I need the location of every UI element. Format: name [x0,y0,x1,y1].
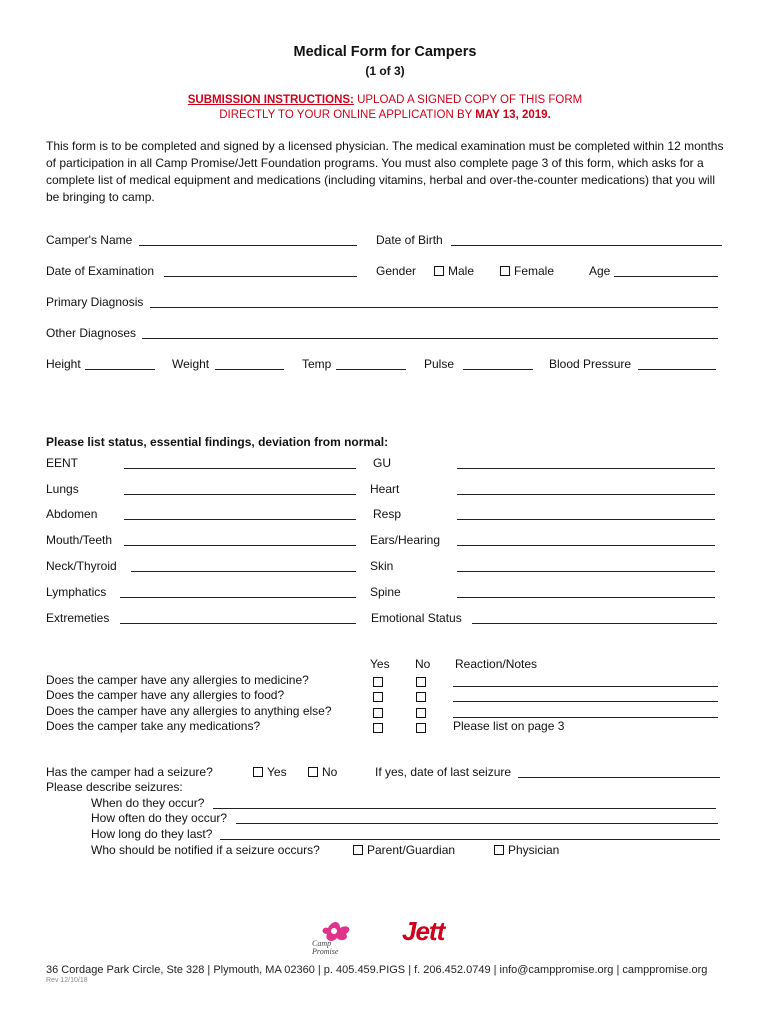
blood-pressure-label: Blood Pressure [549,357,632,371]
physician-checkbox[interactable] [494,845,504,855]
date-of-birth-label: Date of Birth [376,233,443,247]
allergy-no-header: No [415,657,431,671]
finding-label-ears-hearing: Ears/Hearing [370,533,441,547]
seizure-question: Has the camper had a seizure? [46,765,213,779]
how-long-label: How long do they last? [91,827,213,841]
notify-parent-option[interactable] [353,843,455,857]
weight-field[interactable] [215,369,284,370]
finding-field-abdomen[interactable] [124,519,356,520]
describe-seizures-label: Please describe seizures: [46,780,183,794]
height-label: Height [46,357,81,371]
jett-logo: Jett [402,916,445,946]
finding-field-heart[interactable] [457,494,715,495]
page-title: Medical Form for Campers [293,44,477,60]
allergy-food-yes-checkbox[interactable] [373,692,383,702]
temp-label: Temp [302,357,332,371]
finding-label-neck-thyroid: Neck/Thyroid [46,559,117,573]
finding-label-abdomen: Abdomen [46,507,98,521]
deadline-period: . [547,109,551,121]
gender-label: Gender [376,264,417,278]
deadline: MAY 13, 2019 [475,109,548,121]
instructions-text1: UPLOAD A SIGNED COPY OF THIS FORM [353,94,583,106]
allergy-yes-header: Yes [370,657,390,671]
finding-label-skin: Skin [370,559,394,573]
male-label: Male [448,264,475,278]
camp-promise-logo [310,918,358,962]
parent-guardian-label: Parent/Guardian [367,843,456,857]
finding-label-lymphatics: Lymphatics [46,585,107,599]
intro-paragraph: This form is to be completed and signed by a licensed physician. The medical examination must be completed within 12 months of participation in all Camp Promise/Jett Foundation programs. You must also complete page 3 of this form, which asks for a complete list of medical equipment and medications (including vitamins, herbal and over-the-counter medications) that you will be bringing to camp. [46,139,724,204]
how-often-label: How often do they occur? [91,811,228,825]
reaction-medicine-field[interactable] [453,686,718,687]
finding-label-heart: Heart [370,482,400,496]
submission-instructions-line2 [0,109,770,121]
finding-field-lungs[interactable] [124,494,356,495]
finding-field-extremeties[interactable] [120,623,356,624]
reaction-notes-header: Reaction/Notes [455,657,538,671]
notify-label: Who should be notified if a seizure occurs? [91,843,320,857]
primary-diagnosis-label: Primary Diagnosis [46,295,144,309]
reaction-food-field[interactable] [453,701,718,702]
date-of-examination-label: Date of Examination [46,264,155,278]
last-seizure-date-field[interactable] [518,777,720,778]
allergy-question-other: Does the camper have any allergies to anything else? [46,704,332,718]
allergy-other-yes-checkbox[interactable] [373,708,383,718]
seizure-yes-checkbox[interactable] [253,767,263,777]
medications-note: Please list on page 3 [453,719,565,733]
temp-field[interactable] [336,369,406,370]
physician-label: Physician [508,843,560,857]
camp-logo-text-line1: Camp [312,939,332,948]
age-field[interactable] [614,276,718,277]
finding-label-lungs: Lungs [46,482,79,496]
page-indicator: (1 of 3) [365,64,405,78]
seizure-yes-option[interactable] [253,765,287,779]
finding-label-gu: GU [373,456,391,470]
date-of-examination-field[interactable] [164,276,357,277]
allergy-question-medicine: Does the camper have any allergies to medicine? [46,673,309,687]
last-seizure-label: If yes, date of last seizure [375,765,512,779]
blood-pressure-field[interactable] [638,369,716,370]
finding-label-spine: Spine [370,585,401,599]
campers-name-field[interactable] [139,245,357,246]
gender-female-option[interactable] [500,264,554,278]
parent-guardian-checkbox[interactable] [353,845,363,855]
campers-name-label: Camper's Name [46,233,133,247]
allergy-medicine-yes-checkbox[interactable] [373,677,383,687]
seizure-no-checkbox[interactable] [308,767,318,777]
how-long-field[interactable] [220,839,720,840]
finding-field-ears-hearing[interactable] [457,545,715,546]
allergy-question-food: Does the camper have any allergies to food? [46,688,285,702]
footer-address: 36 Cordage Park Circle, Ste 328 | Plymouth, MA 02360 | p. 405.459.PIGS | f. 206.452.0749 | info@camppromise.org | camppromise.org [46,964,708,976]
finding-label-extremeties: Extremeties [46,611,110,625]
allergy-food-no-checkbox[interactable] [416,692,426,702]
finding-field-eent[interactable] [124,468,356,469]
male-checkbox[interactable] [434,266,444,276]
finding-label-emotional-status: Emotional Status [371,611,462,625]
reaction-other-field[interactable] [453,717,718,718]
finding-field-gu[interactable] [457,468,715,469]
camp-logo-text-line2: Promise [312,947,339,956]
revision-date: Rev 12/10/18 [46,977,88,984]
how-often-field[interactable] [236,823,718,824]
other-diagnoses-field[interactable] [142,338,718,339]
gender-male-option[interactable] [434,264,474,278]
seizure-yes-label: Yes [267,765,287,779]
finding-field-skin[interactable] [457,571,715,572]
finding-label-eent: EENT [46,456,79,470]
medications-yes-checkbox[interactable] [373,723,383,733]
instructions-text2: DIRECTLY TO YOUR ONLINE APPLICATION BY [219,109,476,121]
female-label: Female [514,264,555,278]
instructions-label: SUBMISSION INSTRUCTIONS: [187,94,354,106]
allergy-medicine-no-checkbox[interactable] [416,677,426,687]
pulse-field[interactable] [463,369,533,370]
weight-label: Weight [172,357,210,371]
primary-diagnosis-field[interactable] [150,307,718,308]
finding-field-mouth-teeth[interactable] [124,545,356,546]
pulse-label: Pulse [424,357,455,371]
female-checkbox[interactable] [500,266,510,276]
finding-label-mouth-teeth: Mouth/Teeth [46,533,113,547]
medications-no-checkbox[interactable] [416,723,426,733]
finding-field-neck-thyroid[interactable] [131,571,356,572]
height-field[interactable] [85,369,155,370]
finding-label-resp: Resp [373,507,402,521]
when-occur-label: When do they occur? [91,796,205,810]
age-label: Age [589,264,611,278]
seizure-no-label: No [322,765,338,779]
allergy-other-no-checkbox[interactable] [416,708,426,718]
notify-physician-option[interactable] [494,843,559,857]
date-of-birth-field[interactable] [451,245,722,246]
seizure-no-option[interactable] [308,765,337,779]
finding-field-emotional-status[interactable] [472,623,717,624]
finding-field-resp[interactable] [457,519,715,520]
finding-field-spine[interactable] [457,597,715,598]
when-occur-field[interactable] [213,808,716,809]
submission-instructions-line1 [0,94,770,106]
findings-heading: Please list status, essential findings, deviation from normal: [46,435,389,449]
finding-field-lymphatics[interactable] [120,597,356,598]
other-diagnoses-label: Other Diagnoses [46,326,137,340]
medications-question: Does the camper take any medications? [46,719,261,733]
